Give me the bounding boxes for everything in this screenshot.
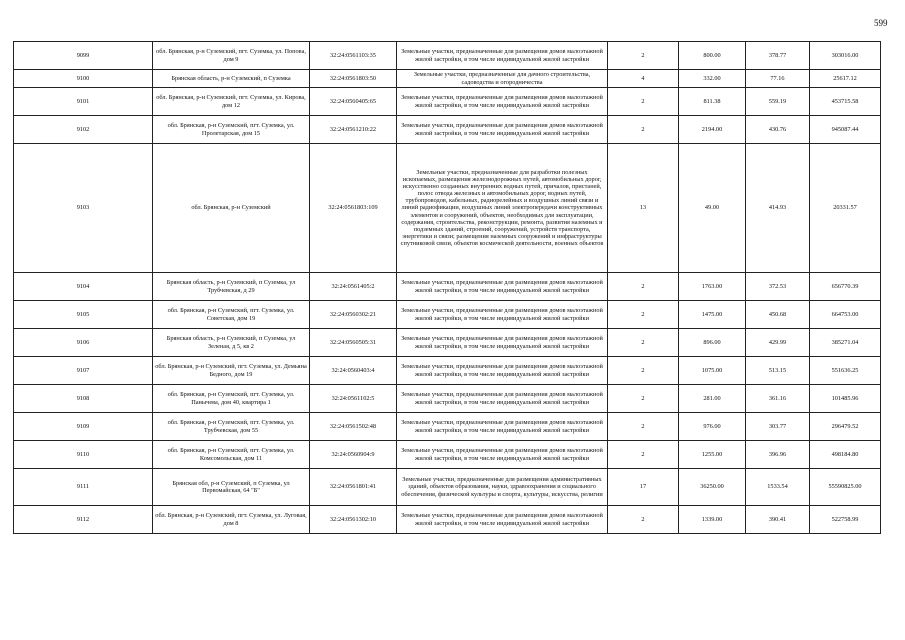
cadastral-value-cell: 385271.04 (810, 329, 881, 357)
area-cell: 1763.00 (679, 273, 746, 301)
address-cell: обл. Брянская, р-н Суземский, пгт. Суземка, ул. Попова, дом 9 (153, 42, 310, 70)
address-cell: обл. Брянская, р-н Суземский, пгт. Суземка, ул. Демьяна Бедного, дом 19 (153, 357, 310, 385)
cadastral-number-cell: 32:24:0560302:21 (310, 301, 397, 329)
address-cell: Брянская обл, р-н Суземский, п Суземка, ул Первомайская, 64 "Б" (153, 469, 310, 506)
address-cell: Брянская область, р-н Суземский, п Суземка, ул Зеленая, д 5, кв 2 (153, 329, 310, 357)
group-cell: 2 (608, 301, 679, 329)
area-cell: 281.00 (679, 385, 746, 413)
area-cell: 1339.00 (679, 506, 746, 534)
specific-value-cell: 430.76 (746, 116, 810, 144)
specific-value-cell: 429.99 (746, 329, 810, 357)
cadastral-number-cell: 32:24:0561102:5 (310, 385, 397, 413)
cadastral-value-cell: 20331.57 (810, 144, 881, 273)
row-number: 9106 (14, 329, 153, 357)
page-number: 599 (874, 18, 888, 28)
address-cell: обл. Брянская, р-н Суземский, пгт. Суземка, ул. Кирова, дом 12 (153, 88, 310, 116)
specific-value-cell: 1533.54 (746, 469, 810, 506)
table-row (14, 273, 881, 301)
row-number: 9104 (14, 273, 153, 301)
cadastral-value-cell: 25617.12 (810, 70, 881, 88)
specific-value-cell: 513.15 (746, 357, 810, 385)
address-cell: обл. Брянская, р-н Суземский, пгт. Суземка, ул. Комсомольская, дом 11 (153, 441, 310, 469)
address-cell: обл. Брянская, р-н Суземский (153, 144, 310, 273)
group-cell: 2 (608, 357, 679, 385)
cadastral-value-cell: 101485.96 (810, 385, 881, 413)
row-number: 9112 (14, 506, 153, 534)
group-cell: 13 (608, 144, 679, 273)
area-cell: 2194.00 (679, 116, 746, 144)
land-use-cell: Земельные участки, предназначенные для размещения домов малоэтажной жилой застройки, в том числе индивидуальной жилой застройки (397, 301, 608, 329)
cadastral-number-cell: 32:24:0560403:4 (310, 357, 397, 385)
address-cell: обл. Брянская, р-н Суземский, пгт. Суземка, ул. Луговая, дом 8 (153, 506, 310, 534)
row-number: 9109 (14, 413, 153, 441)
cadastral-value-table (13, 41, 881, 534)
table-row (14, 116, 881, 144)
address-cell: обл. Брянская, р-н Суземский, пгт. Суземка, ул. Панычева, дом 40, квартира 1 (153, 385, 310, 413)
land-use-cell: Земельные участки, предназначенные для размещения домов малоэтажной жилой застройки, в том числе индивидуальной жилой застройки (397, 357, 608, 385)
table-row (14, 441, 881, 469)
cadastral-number-cell: 32:24:0561103:35 (310, 42, 397, 70)
cadastral-value-cell: 945087.44 (810, 116, 881, 144)
specific-value-cell: 372.53 (746, 273, 810, 301)
land-use-cell: Земельные участки, предназначенные для размещения домов малоэтажной жилой застройки, в том числе индивидуальной жилой застройки (397, 42, 608, 70)
cadastral-value-cell: 498184.80 (810, 441, 881, 469)
land-use-cell: Земельные участки, предназначенные для размещения домов малоэтажной жилой застройки, в том числе индивидуальной жилой застройки (397, 116, 608, 144)
cadastral-number-cell: 32:24:0561302:10 (310, 506, 397, 534)
area-cell: 896.00 (679, 329, 746, 357)
cadastral-value-cell: 296479.52 (810, 413, 881, 441)
cadastral-value-cell: 664753.00 (810, 301, 881, 329)
row-number: 9100 (14, 70, 153, 88)
cadastral-number-cell: 32:24:0561210:22 (310, 116, 397, 144)
land-use-cell: Земельные участки, предназначенные для размещения домов малоэтажной жилой застройки, в том числе индивидуальной жилой застройки (397, 413, 608, 441)
cadastral-number-cell: 32:24:0561803:109 (310, 144, 397, 273)
row-number: 9102 (14, 116, 153, 144)
land-use-cell: Земельные участки, предназначенные для размещения административных зданий, объектов образования, науки, здравоохранения и социального обеспечения, физической культуры и спорта, культуры, искусства, религии (397, 469, 608, 506)
address-cell: Брянская область, р-н Суземский, п Суземка, ул Трубчевская, д 29 (153, 273, 310, 301)
area-cell: 1075.00 (679, 357, 746, 385)
cadastral-number-cell: 32:24:0561803:50 (310, 70, 397, 88)
land-use-cell: Земельные участки, предназначенные для размещения домов малоэтажной жилой застройки, в том числе индивидуальной жилой застройки (397, 88, 608, 116)
specific-value-cell: 414.93 (746, 144, 810, 273)
land-use-cell: Земельные участки, предназначенные для размещения домов малоэтажной жилой застройки, в том числе индивидуальной жилой застройки (397, 329, 608, 357)
table-row (14, 301, 881, 329)
table-row (14, 413, 881, 441)
land-use-cell: Земельные участки, предназначенные для размещения домов малоэтажной жилой застройки, в том числе индивидуальной жилой застройки (397, 385, 608, 413)
specific-value-cell: 450.68 (746, 301, 810, 329)
cadastral-value-cell: 453715.58 (810, 88, 881, 116)
group-cell: 2 (608, 116, 679, 144)
group-cell: 2 (608, 413, 679, 441)
group-cell: 2 (608, 329, 679, 357)
group-cell: 2 (608, 506, 679, 534)
specific-value-cell: 390.41 (746, 506, 810, 534)
specific-value-cell: 396.96 (746, 441, 810, 469)
land-use-cell: Земельные участки, предназначенные для дачного строительства, садоводства и огородничества (397, 70, 608, 88)
cadastral-number-cell: 32:24:0560405:65 (310, 88, 397, 116)
address-cell: Брянская область, р-н Суземский, п Суземка (153, 70, 310, 88)
group-cell: 2 (608, 42, 679, 70)
table-row (14, 506, 881, 534)
cadastral-number-cell: 32:24:0560505:31 (310, 329, 397, 357)
group-cell: 4 (608, 70, 679, 88)
row-number: 9108 (14, 385, 153, 413)
specific-value-cell: 361.16 (746, 385, 810, 413)
row-number: 9111 (14, 469, 153, 506)
cadastral-value-cell: 522758.99 (810, 506, 881, 534)
address-cell: обл. Брянская, р-н Суземский, пгт. Суземка, ул. Трубчевская, дом 55 (153, 413, 310, 441)
address-cell: обл. Брянская, р-н Суземский, пгт. Суземка, ул. Советская, дом 19 (153, 301, 310, 329)
specific-value-cell: 303.77 (746, 413, 810, 441)
row-number: 9103 (14, 144, 153, 273)
row-number: 9099 (14, 42, 153, 70)
specific-value-cell: 559.19 (746, 88, 810, 116)
table-row (14, 88, 881, 116)
table-row (14, 329, 881, 357)
row-number: 9105 (14, 301, 153, 329)
area-cell: 976.00 (679, 413, 746, 441)
cadastral-number-cell: 32:24:0561801:41 (310, 469, 397, 506)
row-number: 9101 (14, 88, 153, 116)
group-cell: 2 (608, 88, 679, 116)
area-cell: 36250.00 (679, 469, 746, 506)
group-cell: 2 (608, 441, 679, 469)
table-row (14, 42, 881, 70)
group-cell: 2 (608, 385, 679, 413)
cadastral-value-cell: 303016.00 (810, 42, 881, 70)
land-use-cell: Земельные участки, предназначенные для размещения домов малоэтажной жилой застройки, в том числе индивидуальной жилой застройки (397, 441, 608, 469)
table-row (14, 469, 881, 506)
row-number: 9107 (14, 357, 153, 385)
table-row (14, 357, 881, 385)
area-cell: 1255.00 (679, 441, 746, 469)
cadastral-number-cell: 32:24:0561502:48 (310, 413, 397, 441)
land-use-cell: Земельные участки, предназначенные для размещения домов малоэтажной жилой застройки, в том числе индивидуальной жилой застройки (397, 273, 608, 301)
land-use-cell: Земельные участки, предназначенные для разработки полезных ископаемых, размещения железнодорожных путей, автомобильных дорог, искусственно созданных внутренних водных путей, причалов, пристаней, полос отвода железных и автомобильных дорог, водных путей, трубопроводов, кабельных, радиорелейных и воздушных линий связи и линий радиофикации, воздушных линий электропередачи конструктивных элементов и сооружений, объектов, необходимых для эксплуатации, содержания, строительства, реконструкции, ремонта, развития наземных и подземных зданий, строений, сооружений, устройств транспорта, энергетики и связи; размещения наземных сооружений и инфраструктуры спутниковой связи, объектов космической деятельности, военных объектов (397, 144, 608, 273)
land-use-cell: Земельные участки, предназначенные для размещения домов малоэтажной жилой застройки, в том числе индивидуальной жилой застройки (397, 506, 608, 534)
area-cell: 49.00 (679, 144, 746, 273)
cadastral-value-cell: 551636.25 (810, 357, 881, 385)
cadastral-number-cell: 32:24:0561405:2 (310, 273, 397, 301)
cadastral-value-cell: 55590825.00 (810, 469, 881, 506)
area-cell: 1475.00 (679, 301, 746, 329)
area-cell: 332.00 (679, 70, 746, 88)
group-cell: 2 (608, 273, 679, 301)
area-cell: 811.38 (679, 88, 746, 116)
area-cell: 800.00 (679, 42, 746, 70)
specific-value-cell: 378.77 (746, 42, 810, 70)
cadastral-value-cell: 656770.39 (810, 273, 881, 301)
group-cell: 17 (608, 469, 679, 506)
address-cell: обл. Брянская, р-н Суземский, пгт. Суземка, ул. Пролетарская, дом 15 (153, 116, 310, 144)
specific-value-cell: 77.16 (746, 70, 810, 88)
table-row (14, 385, 881, 413)
row-number: 9110 (14, 441, 153, 469)
table-row (14, 70, 881, 88)
table-row (14, 144, 881, 273)
cadastral-number-cell: 32:24:0560904:9 (310, 441, 397, 469)
